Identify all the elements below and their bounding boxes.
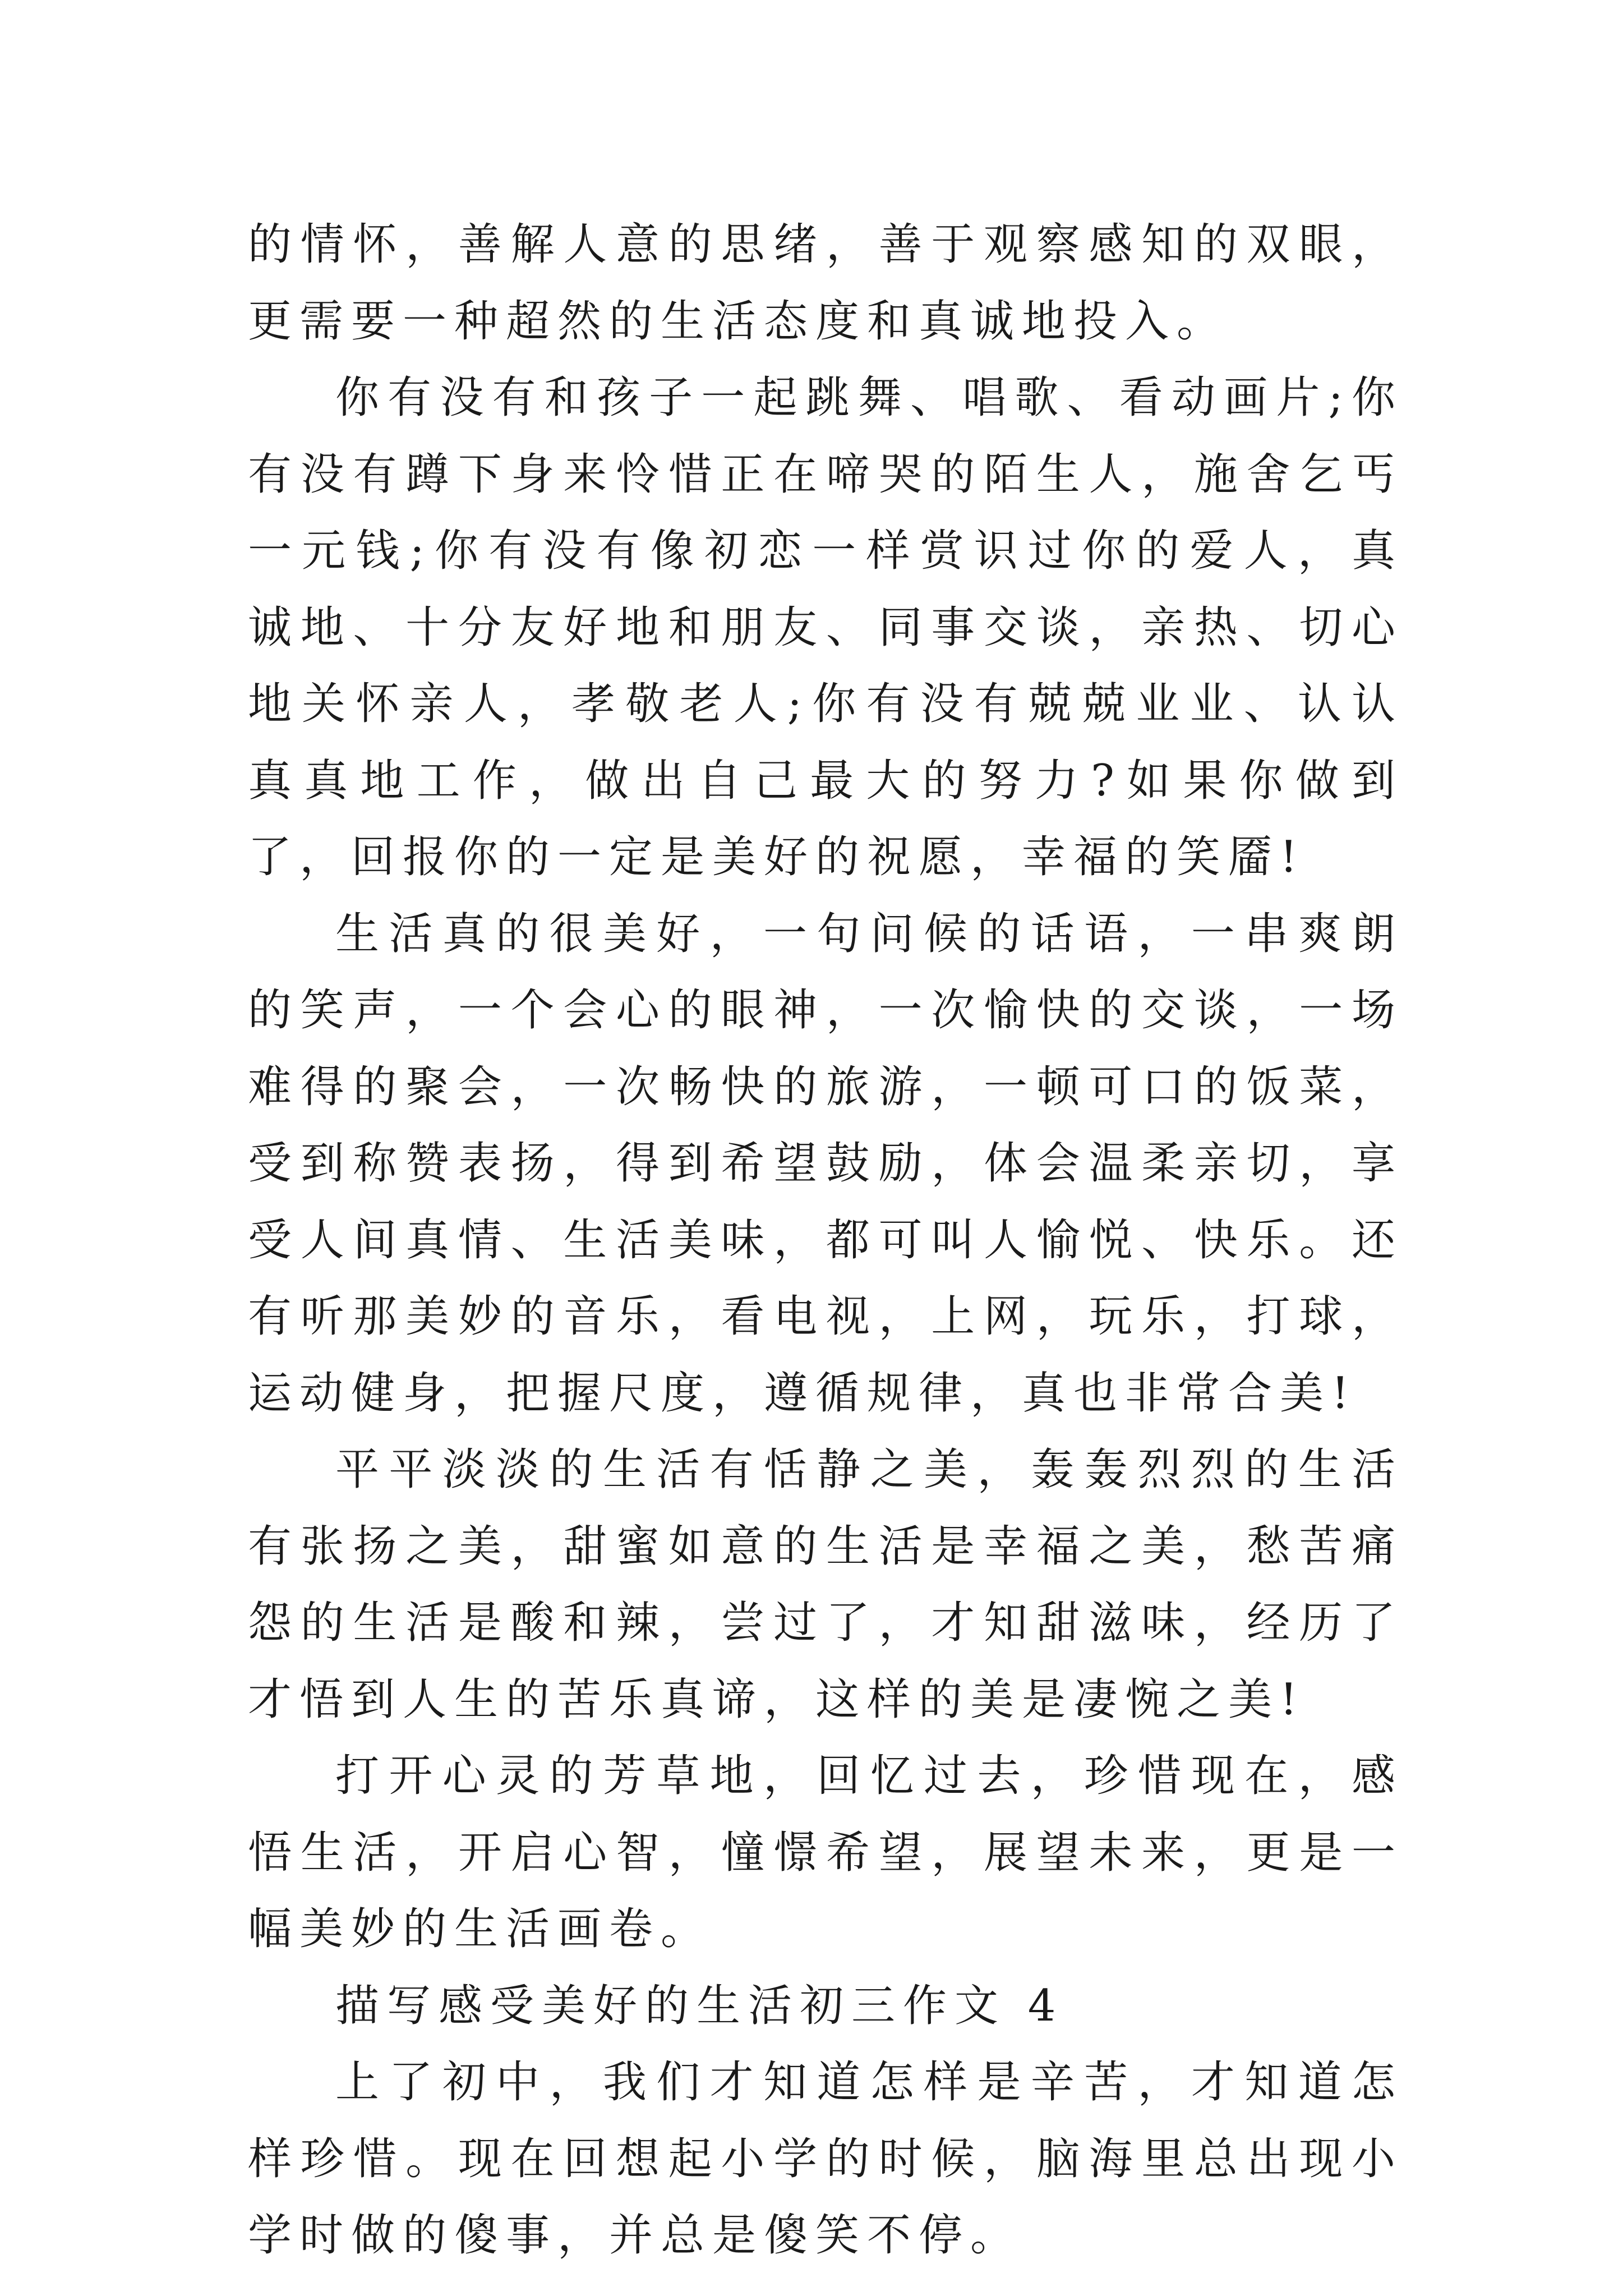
body-text [248, 206, 1403, 2274]
section-heading: 描写感受美好的生活初三作文 4 [335, 1980, 1064, 2031]
paragraph: 生活真的很美好，一句问候的话语，一串爽朗的笑声，一个会心的眼神，一次愉快的交谈，一场难得的聚会，一次畅快的旅游，一顿可口的饭菜，受到称赞表扬，得到希望鼓励，体会温柔亲切，享受人间真情、生活美味，都可叫人愉悦、快乐。还有听那美妙的音乐，看电视，上网，玩乐，打球，运动健身，把握尺度，遵循规律，真也非常合美! [248, 908, 1403, 1419]
paragraph: 上了初中，我们才知道怎样是辛苦，才知道怎样珍惜。现在回想起小学的时候，脑海里总出现小学时做的傻事，并总是傻笑不停。 [248, 2057, 1403, 2261]
paragraph: 你有没有和孩子一起跳舞、唱歌、看动画片;你有没有蹲下身来怜惜正在啼哭的陌生人，施舍乞丐一元钱;你有没有像初恋一样赏识过你的爱人，真诚地、十分友好地和朋友、同事交谈，亲热、切心地关怀亲人，孝敬老人;你有没有兢兢业业、认认真真地工作，做出自己最大的努力?如果你做到了，回报你的一定是美好的祝愿，幸福的笑靥! [248, 372, 1403, 882]
paragraph: 打开心灵的芳草地，回忆过去，珍惜现在，感悟生活，开启心智，憧憬希望，展望未来，更是一幅美妙的生活画卷。 [248, 1751, 1403, 1954]
paragraph: 平平淡淡的生活有恬静之美，轰轰烈烈的生活有张扬之美，甜蜜如意的生活是幸福之美，愁苦痛怨的生活是酸和辣，尝过了，才知甜滋味，经历了才悟到人生的苦乐真谛，这样的美是凄惋之美! [248, 1444, 1403, 1725]
paragraph-continued: 的情怀，善解人意的思绪，善于观察感知的双眼，更需要一种超然的生活态度和真诚地投入。 [248, 219, 1403, 347]
